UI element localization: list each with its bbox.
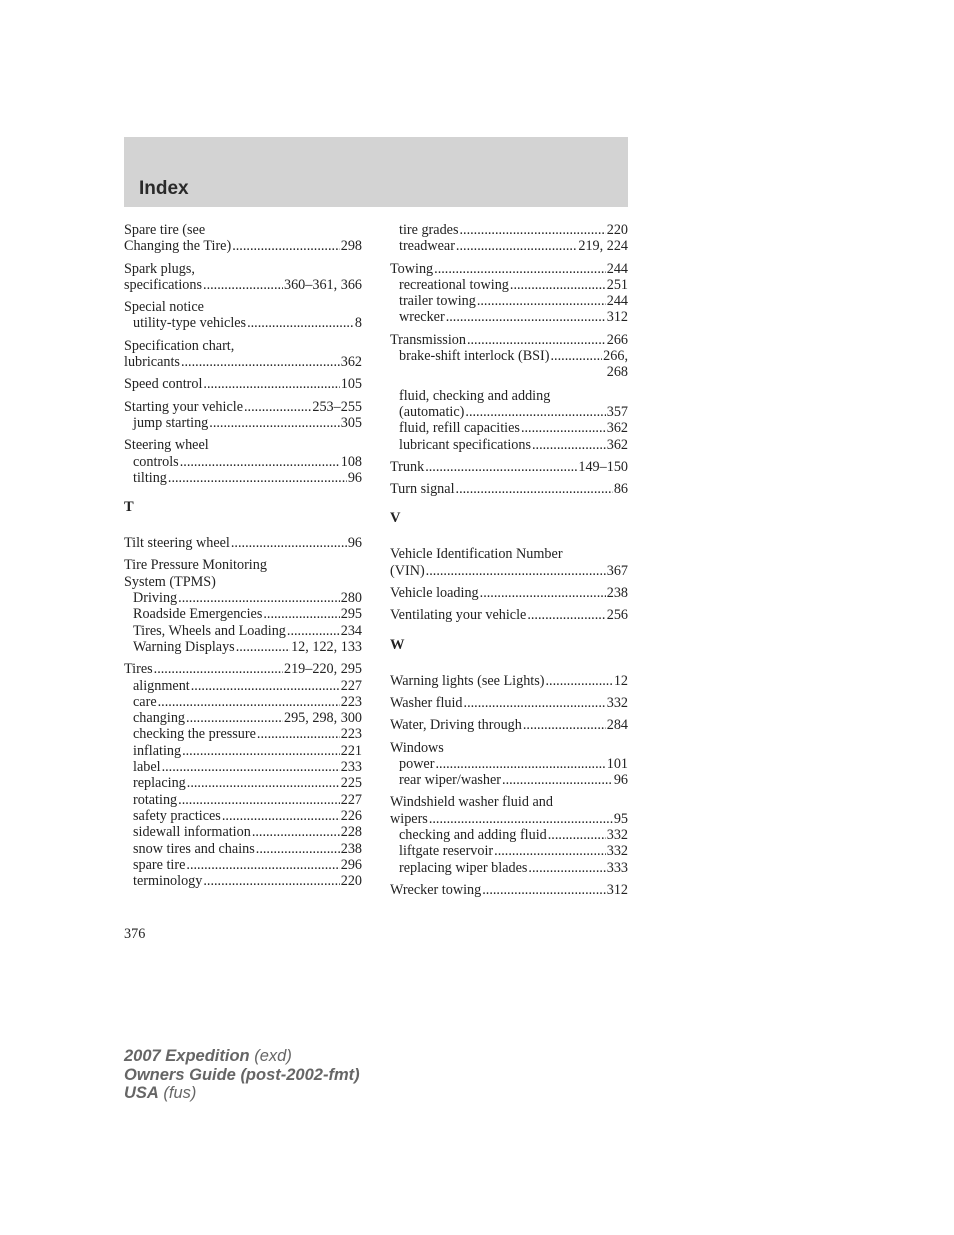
index-subentry <box>124 678 362 694</box>
dot-leader <box>532 437 606 453</box>
entry-term: wipers <box>390 810 428 827</box>
entry-term: Driving <box>133 590 178 607</box>
footer-document-info <box>124 1047 360 1103</box>
page-reference: 105 <box>340 376 362 393</box>
index-entry <box>390 332 628 453</box>
entry-term: safety practices <box>133 807 221 824</box>
index-line <box>124 299 362 315</box>
dot-leader <box>232 238 340 254</box>
entry-term: System (TPMS) <box>124 573 216 590</box>
entry-term: Wrecker towing <box>390 881 482 898</box>
dot-leader <box>523 717 606 733</box>
page-reference: 295 <box>340 606 362 623</box>
index-subentry <box>390 348 628 364</box>
index-line <box>124 399 362 415</box>
page-reference: 305 <box>340 414 362 431</box>
page-reference: 220 <box>340 873 362 890</box>
dot-leader <box>521 420 606 436</box>
index-entry <box>124 437 362 486</box>
entry-term: spare tire <box>133 856 186 873</box>
page-reference: 234 <box>340 622 362 639</box>
entry-term: fluid, checking and adding <box>399 387 551 404</box>
index-line <box>124 277 362 293</box>
entry-term: Tire Pressure Monitoring <box>124 557 267 574</box>
dot-leader <box>502 772 613 788</box>
index-subentry <box>390 843 628 859</box>
page-reference: 268 <box>606 364 628 381</box>
page-reference: 12, 122, 133 <box>291 638 362 655</box>
index-header-band <box>124 137 628 207</box>
page-reference: 332 <box>606 827 628 844</box>
dot-leader <box>162 759 340 775</box>
entry-term: rear wiper/washer <box>399 772 502 789</box>
entry-term: lubricants <box>124 354 180 371</box>
dot-leader <box>236 639 290 655</box>
index-subentry <box>124 841 362 857</box>
dot-leader <box>187 775 340 791</box>
entry-term: Trunk <box>390 458 425 475</box>
dot-leader <box>186 710 283 726</box>
index-entry <box>390 717 628 733</box>
page-reference: 226 <box>340 807 362 824</box>
page-reference: 362 <box>606 420 628 437</box>
index-line <box>124 338 362 354</box>
dot-leader <box>494 843 606 859</box>
page-reference: 96 <box>613 772 628 789</box>
index-entry <box>390 740 628 789</box>
entry-term: (automatic) <box>399 403 465 420</box>
page-reference: 108 <box>340 453 362 470</box>
entry-term: changing <box>133 710 186 727</box>
page-reference: 101 <box>606 755 628 772</box>
page-reference: 96 <box>347 535 362 552</box>
entry-term: replacing <box>133 775 186 792</box>
dot-leader <box>456 238 577 254</box>
index-line <box>124 376 362 392</box>
index-entry <box>390 673 628 689</box>
entry-term: Spark plugs, <box>124 260 195 277</box>
index-line <box>124 574 362 590</box>
entry-term: Tires, Wheels and Loading <box>133 622 286 639</box>
page-reference: 12 <box>613 672 628 689</box>
index-entry <box>390 794 628 875</box>
entry-term: utility-type vehicles <box>133 315 247 332</box>
dot-leader <box>203 873 339 889</box>
index-subentry <box>124 743 362 759</box>
index-line <box>124 535 362 551</box>
entry-term: Windshield washer fluid and <box>390 794 553 811</box>
index-line <box>124 238 362 254</box>
page-reference: 266 <box>606 331 628 348</box>
index-subentry <box>124 873 362 889</box>
entry-term: Water, Driving through <box>390 717 522 734</box>
index-subentry <box>390 827 628 843</box>
index-subentry <box>124 726 362 742</box>
page-reference: 298 <box>340 238 362 255</box>
section-letter: V <box>390 510 401 527</box>
dot-leader <box>186 857 339 873</box>
page-reference: 8 <box>354 315 362 332</box>
dot-leader <box>434 261 606 277</box>
dot-leader <box>154 661 283 677</box>
index-subentry <box>124 808 362 824</box>
page-reference: 244 <box>606 293 628 310</box>
index-column-right <box>390 222 628 904</box>
entry-term: Changing the Tire) <box>124 238 232 255</box>
page-reference: 219, 224 <box>578 238 628 255</box>
entry-term: wrecker <box>399 309 445 326</box>
entry-term: sidewall information <box>133 824 251 841</box>
entry-term: fluid, refill capacities <box>399 420 520 437</box>
index-subentry <box>124 623 362 639</box>
index-entry <box>124 222 362 255</box>
index-line <box>390 811 628 827</box>
entry-term: Tires <box>124 661 153 678</box>
index-subentry <box>124 590 362 606</box>
dot-leader <box>256 841 340 857</box>
index-subentry <box>124 694 362 710</box>
entry-term: Vehicle loading <box>390 585 479 602</box>
dot-leader <box>477 293 606 309</box>
dot-leader <box>480 585 606 601</box>
index-subentry <box>124 606 362 622</box>
entry-term: Special notice <box>124 299 204 316</box>
index-subentry <box>390 309 628 325</box>
index-line <box>390 607 628 623</box>
entry-term: power <box>399 755 435 772</box>
footer-line-2 <box>124 1066 360 1085</box>
entry-term: lubricant specifications <box>399 436 531 453</box>
page-reference: 362 <box>606 436 628 453</box>
entry-term: (VIN) <box>390 562 425 579</box>
entry-term: tilting <box>133 469 167 486</box>
index-subentry <box>124 824 362 840</box>
entry-term: brake-shift interlock (BSI) <box>399 348 550 365</box>
index-line <box>390 695 628 711</box>
index-entry <box>390 261 628 326</box>
page-reference: 95 <box>613 810 628 827</box>
index-entry <box>124 661 362 889</box>
index-line <box>390 794 628 810</box>
dot-leader <box>456 481 613 497</box>
page-reference: 332 <box>606 843 628 860</box>
entry-term: checking the pressure <box>133 726 256 743</box>
entry-term: Ventilating your vehicle <box>390 607 527 624</box>
page-reference: 220 <box>606 222 628 238</box>
dot-leader <box>203 277 283 293</box>
entry-term: Washer fluid <box>390 694 463 711</box>
dot-leader <box>252 824 340 840</box>
dot-leader <box>231 535 347 551</box>
page-reference: 221 <box>340 742 362 759</box>
dot-leader <box>209 415 339 431</box>
page-reference: 238 <box>340 840 362 857</box>
index-subentry <box>124 639 362 655</box>
index-entry <box>390 695 628 711</box>
page-reference: 296 <box>340 856 362 873</box>
page-reference: 284 <box>606 717 628 734</box>
dot-leader <box>528 860 605 876</box>
index-line <box>390 673 628 689</box>
page-reference: 253–255 <box>312 398 362 415</box>
index-line <box>124 557 362 573</box>
dot-leader <box>435 756 605 772</box>
index-line <box>124 661 362 677</box>
footer-model-code: (exd) <box>249 1047 292 1065</box>
entry-term: replacing wiper blades <box>399 859 528 876</box>
page-reference: 333 <box>606 859 628 876</box>
entry-term: terminology <box>133 873 203 890</box>
index-subentry <box>124 759 362 775</box>
index-line <box>124 222 362 238</box>
index-subentry <box>390 420 628 436</box>
entry-term: tire grades <box>399 222 459 238</box>
page-reference: 312 <box>606 881 628 898</box>
index-line <box>124 354 362 370</box>
page-reference: 219–220, 295 <box>283 661 362 678</box>
entry-term: Vehicle Identification Number <box>390 546 563 563</box>
dot-leader <box>181 354 340 370</box>
index-subentry <box>124 315 362 331</box>
dot-leader <box>482 882 606 898</box>
index-subentry <box>124 857 362 873</box>
index-subentry <box>124 415 362 431</box>
page-reference: 357 <box>606 403 628 420</box>
index-line <box>390 364 628 380</box>
index-line <box>390 882 628 898</box>
page-reference: 244 <box>606 260 628 277</box>
footer-market-code: (fus) <box>158 1084 197 1102</box>
page-reference: 362 <box>340 354 362 371</box>
index-line <box>390 332 628 348</box>
entry-term: Starting your vehicle <box>124 398 243 415</box>
entry-term: recreational towing <box>399 276 509 293</box>
index-subentry <box>390 238 628 254</box>
section-letter: W <box>390 636 405 653</box>
page-reference: 360–361, 366 <box>283 276 362 293</box>
page-reference: 223 <box>340 726 362 743</box>
index-entry <box>124 376 362 392</box>
dot-leader <box>158 694 340 710</box>
dot-leader <box>203 376 339 392</box>
entry-term: rotating <box>133 791 178 808</box>
index-subentry <box>124 792 362 808</box>
page-reference: 96 <box>347 469 362 486</box>
footer-line-1 <box>124 1047 360 1066</box>
entry-term: jump starting <box>133 414 209 431</box>
index-entry <box>390 481 628 497</box>
index-entry <box>390 882 628 898</box>
index-subentry <box>124 775 362 791</box>
page-reference: 149–150 <box>578 458 628 475</box>
dot-leader <box>191 678 340 694</box>
entry-term: Transmission <box>390 331 466 348</box>
index-entry <box>124 299 362 332</box>
index-subentry <box>390 437 628 453</box>
dot-leader <box>257 726 340 742</box>
dot-leader <box>426 563 606 579</box>
page-reference: 280 <box>340 590 362 607</box>
dot-leader <box>527 607 605 623</box>
page-reference: 86 <box>613 481 628 498</box>
entry-term: Warning lights (see Lights) <box>390 672 545 689</box>
entry-term: care <box>133 693 157 710</box>
page-reference: 228 <box>340 824 362 841</box>
entry-term: inflating <box>133 742 182 759</box>
index-entry <box>390 222 628 255</box>
index-subentry <box>390 404 628 420</box>
dot-leader <box>263 606 339 622</box>
index-line <box>124 261 362 277</box>
index-line <box>124 437 362 453</box>
footer-guide: Owners Guide (post-2002-fmt) <box>124 1065 360 1084</box>
dot-leader <box>464 695 606 711</box>
entry-term: Turn signal <box>390 481 455 498</box>
page-reference: 312 <box>606 309 628 326</box>
dot-leader <box>244 399 311 415</box>
dot-leader <box>551 348 603 364</box>
entry-term: alignment <box>133 677 190 694</box>
entry-term: Specification chart, <box>124 337 235 354</box>
entry-term: Windows <box>390 739 444 756</box>
index-column-left <box>124 222 362 895</box>
page-reference: 227 <box>340 791 362 808</box>
dot-leader <box>510 277 606 293</box>
index-entry <box>124 399 362 432</box>
index-entry <box>124 338 362 371</box>
page-reference: 266, <box>603 348 628 365</box>
index-line <box>390 481 628 497</box>
index-line <box>390 563 628 579</box>
index-subentry <box>390 756 628 772</box>
entry-term: trailer towing <box>399 293 476 310</box>
footer-model: 2007 Expedition <box>124 1047 250 1065</box>
entry-term: snow tires and chains <box>133 840 255 857</box>
dot-leader <box>247 315 354 331</box>
footer-line-3 <box>124 1084 360 1103</box>
page-reference: 332 <box>606 694 628 711</box>
entry-term: Speed control <box>124 376 203 393</box>
dot-leader <box>465 404 605 420</box>
index-line <box>390 261 628 277</box>
page-reference: 256 <box>606 607 628 624</box>
footer-market: USA <box>124 1084 159 1102</box>
dot-leader <box>182 743 340 759</box>
entry-term: Tilt steering wheel <box>124 535 230 552</box>
dot-leader <box>425 459 577 475</box>
index-subentry <box>390 388 628 404</box>
page-reference: 295, 298, 300 <box>283 710 362 727</box>
entry-term: treadwear <box>399 238 455 255</box>
dot-leader <box>467 332 606 348</box>
index-entry <box>124 557 362 655</box>
index-subentry <box>390 860 628 876</box>
dot-leader <box>446 309 606 325</box>
page-reference: 233 <box>340 759 362 776</box>
index-line <box>390 546 628 562</box>
page-title: Index <box>139 178 189 199</box>
dot-leader <box>429 811 613 827</box>
entry-term: Steering wheel <box>124 437 209 454</box>
index-subentry <box>124 710 362 726</box>
entry-term: controls <box>133 453 179 470</box>
entry-term: label <box>133 759 161 776</box>
dot-leader <box>178 792 340 808</box>
index-line <box>390 717 628 733</box>
index-entry <box>124 261 362 294</box>
index-subentry <box>390 222 628 238</box>
dot-leader <box>287 623 340 639</box>
dot-leader <box>548 827 606 843</box>
index-subentry <box>390 772 628 788</box>
dot-leader <box>459 222 605 238</box>
page-reference: 225 <box>340 775 362 792</box>
index-entry <box>390 546 628 579</box>
page-reference: 223 <box>340 693 362 710</box>
entry-term: specifications <box>124 276 203 293</box>
index-subentry <box>390 277 628 293</box>
dot-leader <box>180 454 340 470</box>
index-entry <box>390 607 628 623</box>
index-subentry <box>390 293 628 309</box>
entry-term: Towing <box>390 260 434 277</box>
page-reference: 367 <box>606 562 628 579</box>
index-entry <box>390 585 628 601</box>
index-line <box>390 585 628 601</box>
index-subentry <box>124 470 362 486</box>
page-number: 376 <box>124 926 146 942</box>
dot-leader <box>222 808 340 824</box>
page-reference: 227 <box>340 677 362 694</box>
page-reference: 238 <box>606 585 628 602</box>
index-line <box>390 459 628 475</box>
dot-leader <box>168 470 347 486</box>
page-reference: 251 <box>606 276 628 293</box>
index-line <box>390 740 628 756</box>
dot-leader <box>546 673 613 689</box>
entry-term: liftgate reservoir <box>399 843 494 860</box>
entry-term: Spare tire (see <box>124 222 206 238</box>
entry-term: Roadside Emergencies <box>133 606 263 623</box>
section-letter: T <box>124 499 134 516</box>
index-entry <box>390 459 628 475</box>
entry-term: checking and adding fluid <box>399 827 547 844</box>
entry-term: Warning Displays <box>133 638 235 655</box>
index-subentry <box>124 454 362 470</box>
dot-leader <box>178 590 340 606</box>
index-entry <box>124 535 362 551</box>
